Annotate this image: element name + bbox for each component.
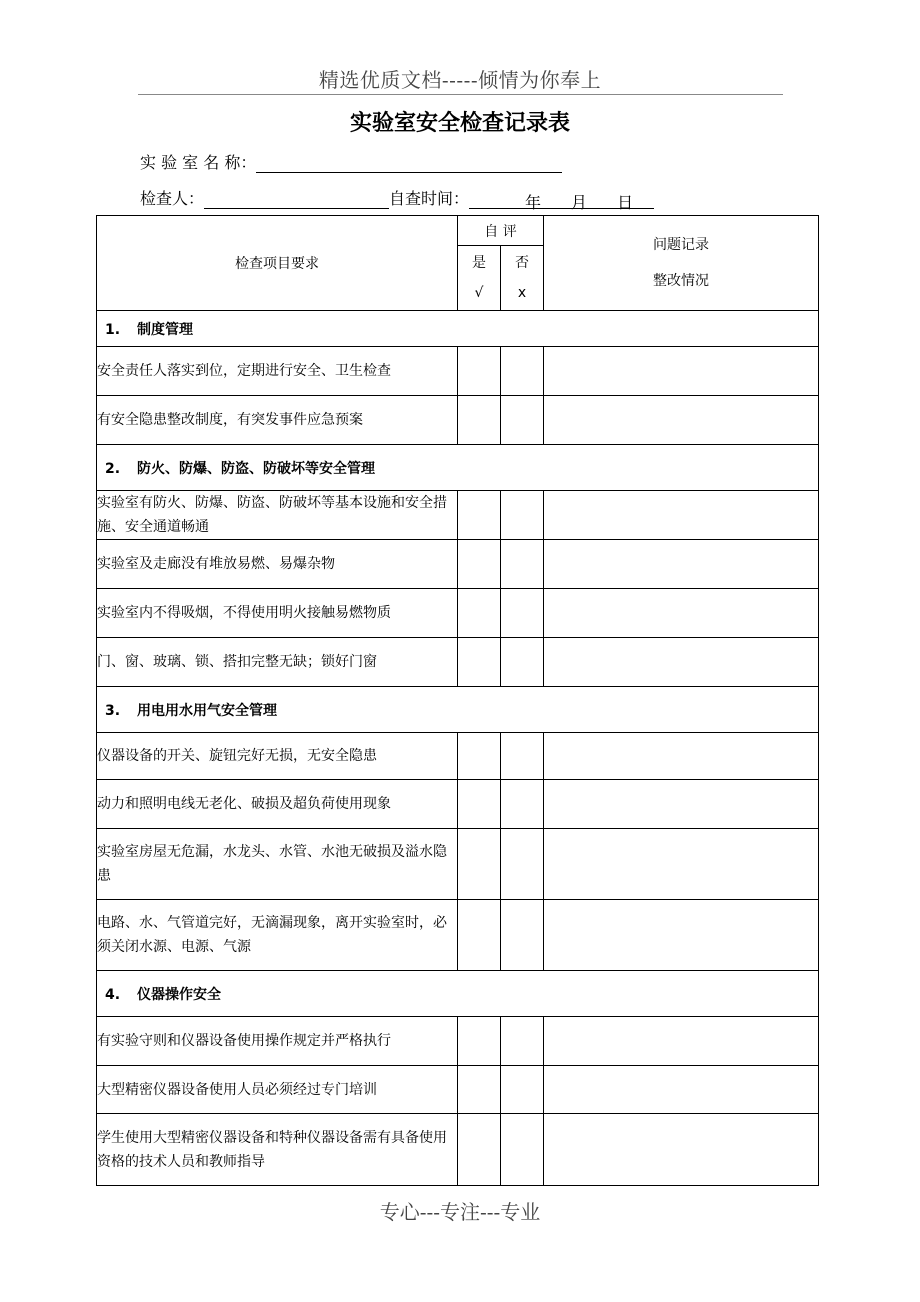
self-eval-header: 自 评 [458,216,544,246]
record-cell[interactable] [544,780,819,829]
document-title: 实验室安全检查记录表 [349,111,570,136]
table-row [97,396,819,445]
check-item-text: 实验室房屋无危漏，水龙头、水管、水池无破损及溢水隐患 [97,829,458,900]
lab-name-label: 实 验 室 名 称： [140,153,257,172]
table-row [97,491,819,540]
section-number: 2. [105,460,121,477]
yes-cell[interactable] [458,638,501,687]
check-item-text: 有实验守则和仪器设备使用操作规定并严格执行 [97,1017,458,1066]
record-cell[interactable] [544,829,819,900]
check-item-text: 门、窗、玻璃、锁、搭扣完整无缺；锁好门窗 [97,638,458,687]
no-cell[interactable] [501,491,544,540]
no-column-header [501,246,544,311]
yes-cell[interactable] [458,347,501,396]
table-header-row [97,216,819,246]
yes-label: 是 [472,255,486,271]
yes-cell[interactable] [458,829,501,900]
yes-cell[interactable] [458,396,501,445]
record-cell[interactable] [544,638,819,687]
check-item-text: 大型精密仪器设备使用人员必须经过专门培训 [97,1066,458,1114]
check-item-text: 动力和照明电线无老化、破损及超负荷使用现象 [97,780,458,829]
page-header-title: 精选优质文档-----倾情为你奉上 [318,68,602,92]
no-cell[interactable] [501,780,544,829]
table-row [97,733,819,780]
record-header-line1: 问题记录 [653,237,710,253]
record-cell[interactable] [544,589,819,638]
lab-name-blank[interactable] [256,154,562,173]
yes-cell[interactable] [458,1114,501,1186]
yes-cell[interactable] [458,1066,501,1114]
no-cell[interactable] [501,347,544,396]
yes-column-header [458,246,501,311]
year-label: 年 [525,193,542,212]
section-number: 1. [105,321,121,338]
no-cell[interactable] [501,733,544,780]
check-item-text: 安全责任人落实到位，定期进行安全、卫生检查 [97,347,458,396]
checklist-table [96,215,819,1186]
section-row [97,445,819,491]
section-title: 防火、防爆、防盗、防破坏等安全管理 [137,460,375,477]
record-cell[interactable] [544,733,819,780]
section-title: 制度管理 [137,321,193,338]
section-heading [97,687,819,733]
check-item-text: 实验室及走廊没有堆放易燃、易爆杂物 [97,540,458,589]
yes-cell[interactable] [458,900,501,971]
table-row [97,780,819,829]
section-title: 用电用水用气安全管理 [137,702,277,719]
check-item-text: 仪器设备的开关、旋钮完好无损，无安全隐患 [97,733,458,780]
check-item-text: 实验室内不得吸烟，不得使用明火接触易燃物质 [97,589,458,638]
no-cell[interactable] [501,638,544,687]
yes-cell[interactable] [458,733,501,780]
page-footer: 专心---专注---专业 [379,1200,541,1224]
record-column-header [544,216,819,311]
record-cell[interactable] [544,540,819,589]
section-heading [97,445,819,491]
table-row [97,1017,819,1066]
section-heading [97,311,819,347]
no-cell[interactable] [501,829,544,900]
yes-cell[interactable] [458,589,501,638]
check-item-text: 学生使用大型精密仪器设备和特种仪器设备需有具备使用资格的技术人员和教师指导 [97,1114,458,1186]
section-row [97,971,819,1017]
record-header-line2: 整改情况 [653,273,710,289]
record-cell[interactable] [544,347,819,396]
day-label: 日 [617,193,634,212]
section-row [97,687,819,733]
check-item-text: 有安全隐患整改制度，有突发事件应急预案 [97,396,458,445]
section-number: 4. [105,986,121,1003]
table-row [97,540,819,589]
section-row [97,311,819,347]
section-heading [97,971,819,1017]
lab-name-field [140,150,562,173]
record-cell[interactable] [544,900,819,971]
table-row [97,1114,819,1186]
inspector-label: 检查人： [140,189,205,208]
table-row [97,900,819,971]
section-number: 3. [105,702,121,719]
inspector-time-field [140,186,654,212]
record-cell[interactable] [544,396,819,445]
inspector-blank[interactable] [204,190,389,209]
no-cell[interactable] [501,589,544,638]
table-row [97,347,819,396]
table-row [97,829,819,900]
no-cell[interactable] [501,900,544,971]
table-row [97,589,819,638]
no-cell[interactable] [501,396,544,445]
record-cell[interactable] [544,1017,819,1066]
table-row [97,1066,819,1114]
yes-cell[interactable] [458,1017,501,1066]
record-cell[interactable] [544,1114,819,1186]
record-cell[interactable] [544,491,819,540]
date-blank[interactable] [469,190,654,212]
yes-cell[interactable] [458,491,501,540]
no-cell[interactable] [501,540,544,589]
yes-cell[interactable] [458,540,501,589]
yes-mark: √ [474,285,484,301]
time-label: 自查时间： [389,189,470,208]
month-label: 月 [571,193,588,212]
no-cell[interactable] [501,1114,544,1186]
no-label: 否 [515,255,529,271]
no-cell[interactable] [501,1066,544,1114]
table-row [97,638,819,687]
record-cell[interactable] [544,1066,819,1114]
no-mark: x [517,285,527,301]
header-divider [138,94,783,95]
item-column-header: 检查项目要求 [97,216,458,311]
check-item-text: 电路、水、气管道完好，无滴漏现象，离开实验室时，必须关闭水源、电源、气源 [97,900,458,971]
check-item-text: 实验室有防火、防爆、防盗、防破坏等基本设施和安全措施、安全通道畅通 [97,491,458,540]
yes-cell[interactable] [458,780,501,829]
no-cell[interactable] [501,1017,544,1066]
section-title: 仪器操作安全 [137,986,221,1003]
